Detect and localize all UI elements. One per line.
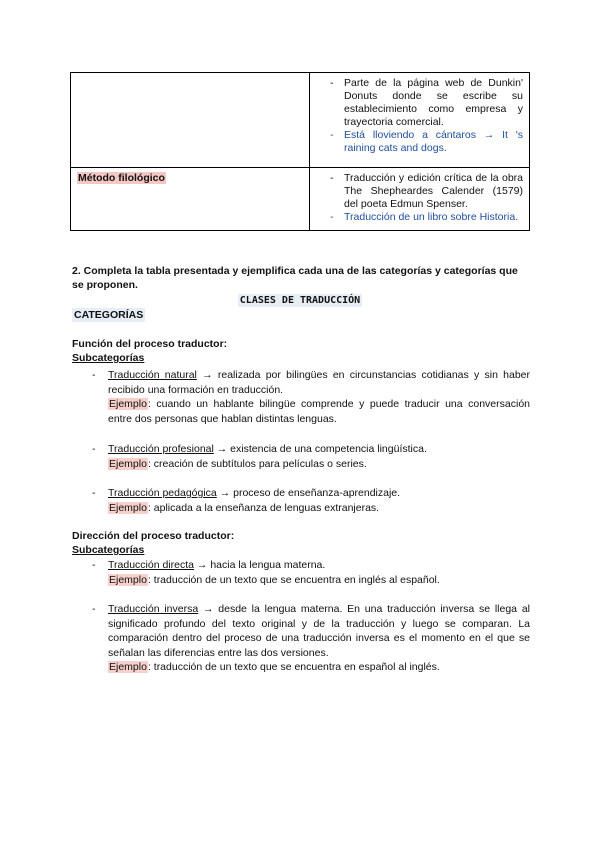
example-label: Ejemplo [109,661,147,673]
example-text: : cuando un hablante bilingüe comprende y puede traducir una conversación entre dos personas que hablan distintas lenguas. [108,398,530,425]
table-cell-label [71,168,310,231]
question-text: 2. Completa la tabla presentada y ejemplifica cada una de las categorías y categorías que se proponen. [72,265,518,291]
dash-bullet: - [92,487,96,499]
term: Traducción directa [108,559,194,571]
table-cell-label [71,73,310,168]
list-item: - Traducción y edición crítica de la obra The Shepheardes Calender (1579) del poeta Edmun Spenser. [316,172,523,211]
dash-bullet: - [92,369,96,381]
subcategories-label: Subcategorías [72,544,145,556]
section-heading [0,295,600,306]
table-row [71,73,530,168]
example-list [316,172,523,224]
section-title: Función del proceso traductor: [72,338,228,350]
list-item [92,558,530,587]
list-item: - Traducción de un libro sobre Historia. [316,211,523,224]
example-text: : traducción de un texto que se encuentra en inglés al español. [147,573,440,586]
row-label: Método filológico [78,172,165,184]
term: Traducción natural [108,369,197,381]
heading-text: CLASES DE TRADUCCIÓN [239,295,361,306]
example-label: Ejemplo [109,457,147,470]
example-text: : traducción de un texto que se encuentra en español al inglés. [147,661,440,673]
example-list [316,77,523,155]
categories-text: CATEGORÍAS [74,309,144,321]
list-item [92,442,530,471]
dash-bullet: - [92,443,96,455]
description: → desde la lengua materna. En una traducción inversa se llega al significado profundo del texto original y de la traducción y luego se comparan. La comparación dentro del proceso de una traducción inversa es el momento en el que se señalan las diferencias entre las dos versiones. [108,603,530,659]
dash-bullet: - [92,559,96,571]
example-label: Ejemplo [109,398,147,410]
categories-label [72,309,145,321]
table-row [71,168,530,231]
subcategories-label: Subcategorías [72,352,145,364]
section-title: Dirección del proceso traductor: [72,530,235,542]
term: Traducción inversa [108,603,199,615]
term: Traducción pedagógica [108,487,217,499]
description: → proceso de enseñanza-aprendizaje. [216,487,401,499]
list-item: - Está lloviendo a cántaros → It 's raining cats and dogs. [316,129,523,155]
list-item [92,486,530,515]
example-text: : creación de subtítulos para películas o series. [147,457,367,470]
table-cell-examples [310,73,530,168]
dash-bullet: - [92,603,96,615]
description: → realizada por bilingües en circunstancias cotidianas y sin haber recibido una formación en traducción. [108,369,531,396]
example-text: : aplicada a la enseñanza de lenguas extranjeras. [147,501,380,514]
term: Traducción profesional [108,443,214,455]
example-label: Ejemplo [109,573,147,586]
example-label: Ejemplo [109,501,147,514]
method-table [70,72,530,231]
list-item: - Parte de la página web de Dunkin' Donuts donde se escribe su establecimiento como empresa y trayectoria comercial. [316,77,523,129]
list-item [92,368,530,426]
table-cell-examples [310,168,530,231]
description: → existencia de una competencia lingüística. [213,443,427,455]
description: → hacia la lengua materna. [193,559,326,571]
list-item [92,602,530,675]
